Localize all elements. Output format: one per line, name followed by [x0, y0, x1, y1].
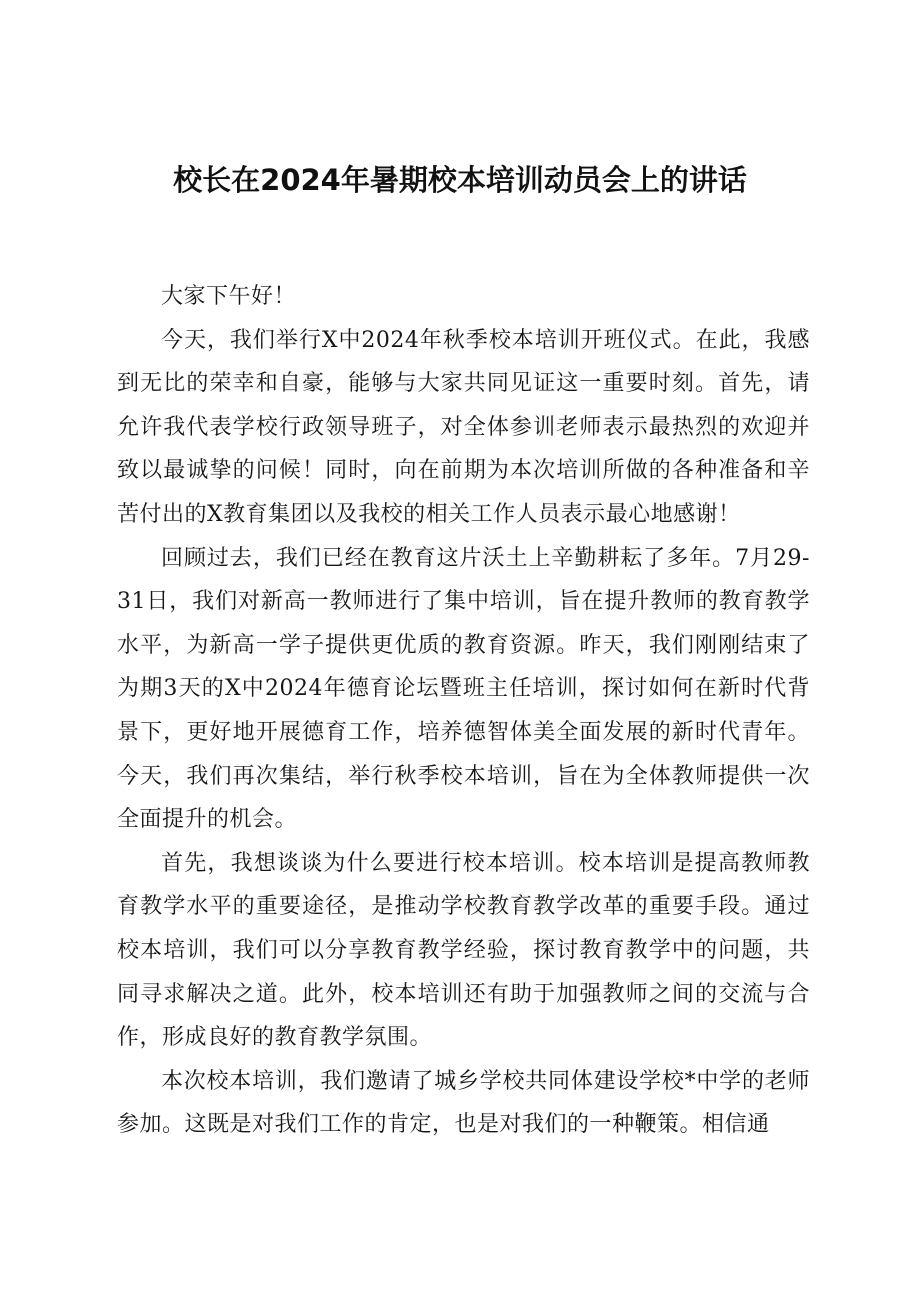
- paragraph-greeting: 大家下午好！: [161, 284, 297, 309]
- paragraph-review: 回顾过去，我们已经在教育这片沃土上辛勤耕耘了多年。7月29-31日，我们对新高一教师进行了集中培训，旨在提升教师的教育教学水平，为新高一学子提供更优质的教育资源。昨天，我们刚刚结束了为期3天的X中2024年德育论坛暨班主任培训，探讨如何在新时代背景下，更好地开展德育工作，培养德智体美全面发展的新时代青年。今天，我们再次集结，举行秋季校本培训，旨在为全体教师提供一次全面提升的机会。: [117, 545, 810, 833]
- paragraph-participants: 本次校本培训，我们邀请了城乡学校共同体建设学校*中学的老师参加。这既是对我们工作的肯定，也是对我们的一种鞭策。相信通: [117, 1068, 810, 1138]
- paragraph-opening: 今天，我们举行X中2024年秋季校本培训开班仪式。在此，我感到无比的荣幸和自豪，能够与大家共同见证这一重要时刻。首先，请允许我代表学校行政领导班子，对全体参训老师表示最热烈的欢迎并致以最诚挚的问候！同时，向在前期为本次培训所做的各种准备和辛苦付出的X教育集团以及我校的相关工作人员表示最心地感谢！: [117, 327, 810, 527]
- document-title: 校长在2024年暑期校本培训动员会上的讲话: [173, 163, 747, 197]
- document-body: [117, 275, 810, 1147]
- paragraph-purpose: 首先，我想谈谈为什么要进行校本培训。校本培训是提高教师教育教学水平的重要途径，是推动学校教育教学改革的重要手段。通过校本培训，我们可以分享教育教学经验，探讨教育教学中的问题，共同寻求解决之道。此外，校本培训还有助于加强教师之间的交流与合作，形成良好的教育教学氛围。: [117, 850, 810, 1051]
